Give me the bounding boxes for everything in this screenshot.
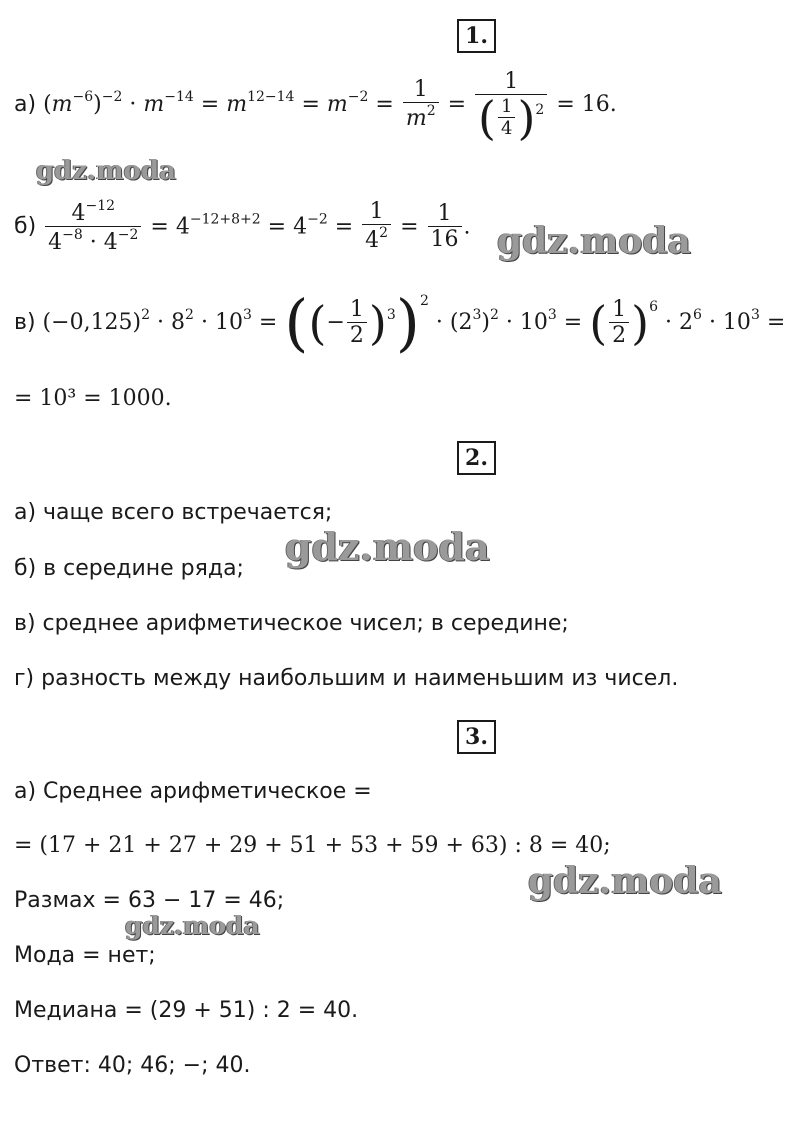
task1-v-expression: $(-0,125)^2 \cdot 8^2 \cdot 10^3$ = ((− $\frac{1}{2}$ )$^3)^2 \cdot (2^3)^2 \cdot 10^3$ = ( $\frac{1}{2}$ )$^6 \cdot 2^6 \cdot 10^3$ = xyxy=(35,286,786,359)
task3-median: Медиана = (29 + 51) : 2 = 40. xyxy=(14,998,359,1023)
watermark: gdz.moda xyxy=(285,524,490,569)
task1-a-line xyxy=(14,68,617,146)
task-number-1: 1. xyxy=(457,19,496,53)
task2-b: б) в середине ряда; xyxy=(14,556,244,581)
task1-v-result: = 10³ = 1000. xyxy=(14,386,172,411)
task1-b-line xyxy=(14,192,471,262)
watermark: gdz.moda xyxy=(36,156,177,186)
task3-range: Размах = 63 − 17 = 46; xyxy=(14,888,285,913)
task-number-2: 2. xyxy=(457,441,496,475)
task1-v-label: в) xyxy=(14,310,36,335)
task1-a-expression: $(m^{-6})^{-2} \cdot m^{-14} = m^{12-14} = m^{-2}$ = $\frac{1}{m^2}$ = 1 ( $\frac{1}{4}$ )$^2$ = 16. xyxy=(36,68,617,146)
task1-v-line xyxy=(14,283,785,363)
task3-mode: Мода = нет; xyxy=(14,943,156,968)
task3-answer: Ответ: 40; 46; −; 40. xyxy=(14,1053,251,1078)
task2-g: г) разность между наибольшим и наименьшим из чисел. xyxy=(14,666,679,691)
task1-b-label: б) xyxy=(14,214,37,239)
watermark: gdz.moda xyxy=(528,860,722,902)
watermark: gdz.moda xyxy=(497,220,691,262)
task3-a-line2: = (17 + 21 + 27 + 29 + 51 + 53 + 59 + 63) : 8 = 40; xyxy=(14,833,611,858)
task1-b-expression: $\frac{4^{-12}}{4^{-8} \cdot 4^{-2}}$ = $4^{-12+8+2} = 4^{-2}$ = $\frac{1}{4^2}$ = $\frac{1}{16}$ . xyxy=(36,198,470,257)
task1-a-label: а) xyxy=(14,92,37,117)
task3-a-line1: а) Среднее арифметическое = xyxy=(14,779,372,804)
watermark: gdz.moda xyxy=(125,911,260,940)
task-number-3: 3. xyxy=(457,720,496,754)
task2-v: в) среднее арифметическое чисел; в середине; xyxy=(14,611,569,636)
task2-a: а) чаще всего встречается; xyxy=(14,500,333,525)
